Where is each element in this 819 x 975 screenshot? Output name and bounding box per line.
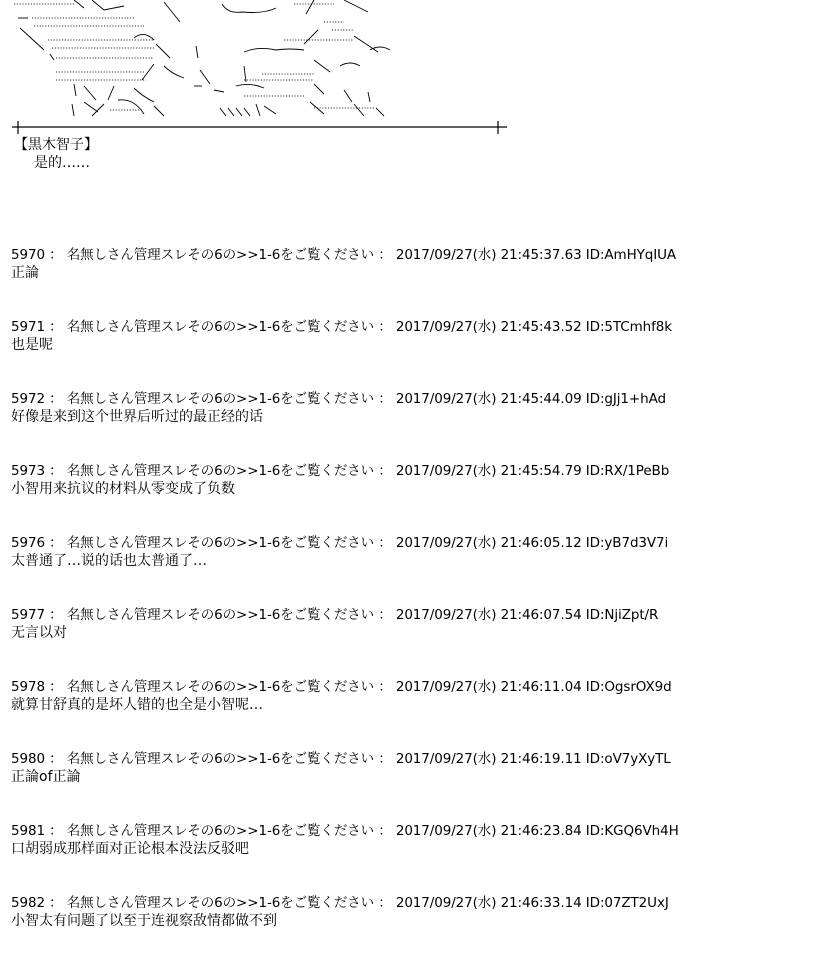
post-number: 5977	[11, 607, 45, 623]
post-number: 5976	[11, 535, 45, 551]
post	[11, 606, 811, 678]
post-date: 2017/09/27(水) 21:45:44.09	[395, 391, 582, 407]
post-id: ID:5TCmhf8k	[585, 319, 672, 335]
post-body: 好像是来到这个世界后听过的最正经的话	[11, 409, 263, 425]
post-date: 2017/09/27(水) 21:46:07.54	[395, 607, 582, 623]
speaker-dialog	[14, 136, 98, 172]
ascii-art-icon	[14, 0, 514, 124]
post-number: 5981	[11, 823, 45, 839]
post	[11, 678, 811, 750]
post-author: 名無しさん管理スレその6の>>1-6をご覧ください	[66, 607, 375, 623]
post-date: 2017/09/27(水) 21:45:37.63	[395, 247, 582, 263]
post-header: 5970 ： 名無しさん管理スレその6の>>1-6をご覧ください ： 2017/09/27(水) 21:45:37.63 ID:AmHYqIUA	[11, 247, 677, 263]
post-number: 5971	[11, 319, 45, 335]
post-author: 名無しさん管理スレその6の>>1-6をご覧ください	[66, 319, 375, 335]
post-body: 小智太有问题了以至于连视察敌情都做不到	[11, 913, 277, 929]
post-date: 2017/09/27(水) 21:46:19.11	[395, 751, 582, 767]
post-date: 2017/09/27(水) 21:46:05.12	[395, 535, 582, 551]
post-number: 5972	[11, 391, 45, 407]
post-author: 名無しさん管理スレその6の>>1-6をご覧ください	[66, 535, 375, 551]
post-header: 5981 ： 名無しさん管理スレその6の>>1-6をご覧ください ： 2017/09/27(水) 21:46:23.84 ID:KGQ6Vh4H	[11, 823, 679, 839]
post-id: ID:OgsrOX9d	[585, 679, 672, 695]
post-author: 名無しさん管理スレその6の>>1-6をご覧ください	[66, 391, 375, 407]
post-body: 太普通了…说的话也太普通了…	[11, 553, 207, 569]
post	[11, 246, 811, 318]
post-number: 5978	[11, 679, 45, 695]
post-body: 就算甘舒真的是坏人错的也全是小智呢…	[11, 697, 263, 713]
post-date: 2017/09/27(水) 21:45:43.52	[395, 319, 582, 335]
post-id: ID:oV7yXyTL	[585, 751, 671, 767]
post-body: 也是呢	[11, 337, 53, 353]
post-id: ID:yB7d3V7i	[585, 535, 669, 551]
post-date: 2017/09/27(水) 21:46:11.04	[395, 679, 582, 695]
post-author: 名無しさん管理スレその6の>>1-6をご覧ください	[66, 751, 375, 767]
post-author: 名無しさん管理スレその6の>>1-6をご覧ください	[66, 679, 375, 695]
post-header: 5972 ： 名無しさん管理スレその6の>>1-6をご覧ください ： 2017/09/27(水) 21:45:44.09 ID:gJj1+hAd	[11, 391, 666, 407]
post-body: 无言以对	[11, 625, 67, 641]
post-number: 5973	[11, 463, 45, 479]
ascii-art-figure	[14, 0, 514, 124]
post-id: ID:gJj1+hAd	[585, 391, 666, 407]
post-body: 正論of正論	[11, 769, 81, 785]
post-author: 名無しさん管理スレその6の>>1-6をご覧ください	[66, 895, 375, 911]
divider-icon	[10, 120, 510, 136]
post-date: 2017/09/27(水) 21:46:23.84	[395, 823, 582, 839]
post-author: 名無しさん管理スレその6の>>1-6をご覧ください	[66, 463, 375, 479]
post	[11, 390, 811, 462]
post-id: ID:07ZT2UxJ	[585, 895, 669, 911]
post-date: 2017/09/27(水) 21:45:54.79	[395, 463, 582, 479]
post-author: 名無しさん管理スレその6の>>1-6をご覧ください	[66, 823, 375, 839]
post-id: ID:RX/1PeBb	[585, 463, 670, 479]
post-date: 2017/09/27(水) 21:46:33.14	[395, 895, 582, 911]
post-id: ID:KGQ6Vh4H	[585, 823, 679, 839]
post-author: 名無しさん管理スレその6の>>1-6をご覧ください	[66, 247, 375, 263]
post-header: 5980 ： 名無しさん管理スレその6の>>1-6をご覧ください ： 2017/09/27(水) 21:46:19.11 ID:oV7yXyTL	[11, 751, 671, 767]
post-header: 5982 ： 名無しさん管理スレその6の>>1-6をご覧ください ： 2017/09/27(水) 21:46:33.14 ID:07ZT2UxJ	[11, 895, 669, 911]
post	[11, 318, 811, 390]
post	[11, 822, 811, 894]
post-header: 5977 ： 名無しさん管理スレその6の>>1-6をご覧ください ： 2017/09/27(水) 21:46:07.54 ID:NjiZpt/R	[11, 607, 659, 623]
post-list	[11, 246, 811, 966]
post	[11, 894, 811, 966]
post	[11, 534, 811, 606]
post-number: 5980	[11, 751, 45, 767]
post-body: 正論	[11, 265, 39, 281]
post-id: ID:NjiZpt/R	[585, 607, 659, 623]
post-id: ID:AmHYqIUA	[585, 247, 677, 263]
post-header: 5978 ： 名無しさん管理スレその6の>>1-6をご覧ください ： 2017/09/27(水) 21:46:11.04 ID:OgsrOX9d	[11, 679, 672, 695]
divider-line	[10, 120, 510, 136]
post-header: 5973 ： 名無しさん管理スレその6の>>1-6をご覧ください ： 2017/09/27(水) 21:45:54.79 ID:RX/1PeBb	[11, 463, 670, 479]
post-header: 5976 ： 名無しさん管理スレその6の>>1-6をご覧ください ： 2017/09/27(水) 21:46:05.12 ID:yB7d3V7i	[11, 535, 669, 551]
post-number: 5970	[11, 247, 45, 263]
post-number: 5982	[11, 895, 45, 911]
post	[11, 462, 811, 534]
post	[11, 750, 811, 822]
speaker-line: 是的……	[34, 155, 90, 171]
post-body: 小智用来抗议的材料从零变成了负数	[11, 481, 235, 497]
speaker-name: 【黒木智子】	[14, 137, 98, 153]
post-body: 口胡弱成那样面对正论根本没法反驳吧	[11, 841, 249, 857]
post-header: 5971 ： 名無しさん管理スレその6の>>1-6をご覧ください ： 2017/09/27(水) 21:45:43.52 ID:5TCmhf8k	[11, 319, 672, 335]
